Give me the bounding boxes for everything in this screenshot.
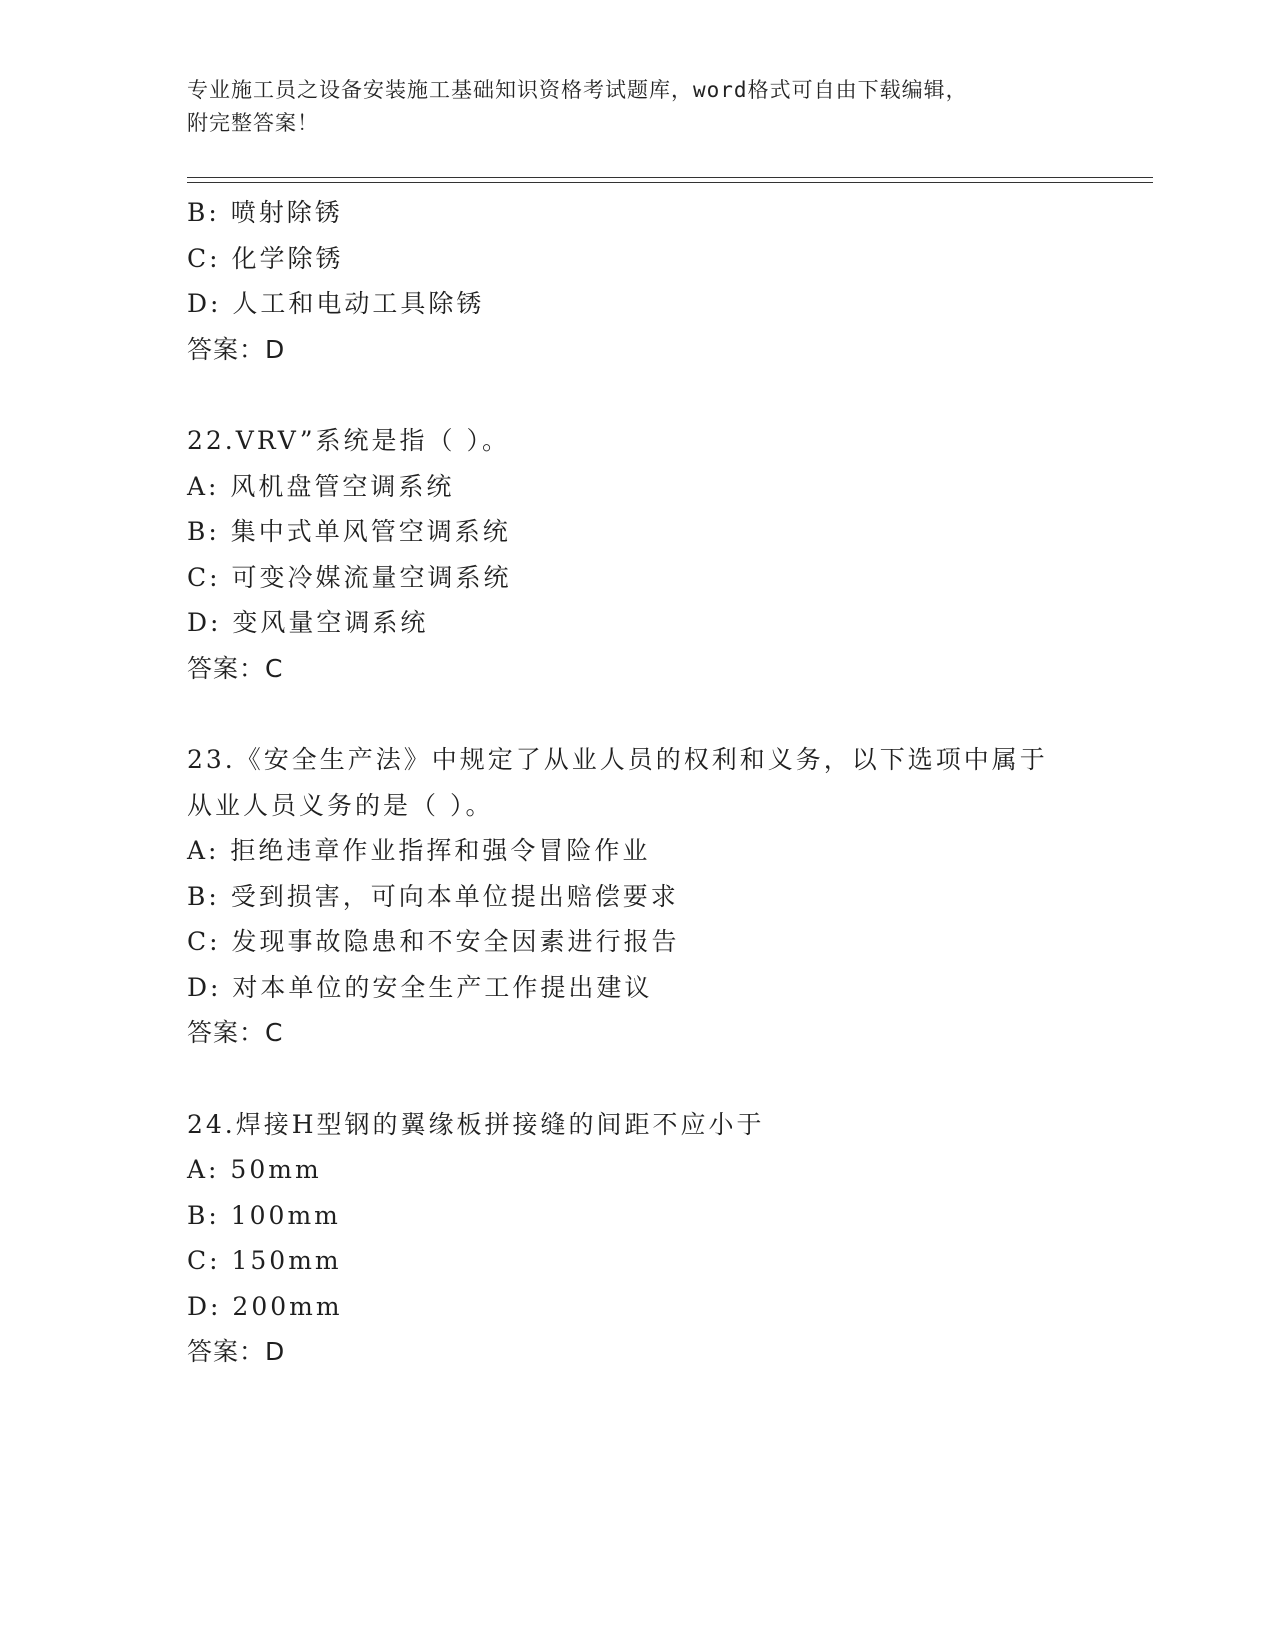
option-d: D: 200mm: [187, 1291, 343, 1321]
option-a: A: 拒绝违章作业指挥和强令冒险作业: [187, 836, 651, 865]
answer-line: 答案：D: [187, 334, 286, 364]
option-d: D: 变风量空调系统: [187, 608, 429, 637]
option-b: B: 喷射除锈: [187, 198, 343, 227]
option-c: C: 150mm: [187, 1246, 342, 1275]
option-c: C: 发现事故隐患和不安全因素进行报告: [187, 927, 680, 956]
question-list: [187, 190, 1153, 1375]
header-divider-bottom: [187, 182, 1153, 183]
question-text: 24.焊接H型钢的翼缘板拼接缝的间距不应小于: [187, 1109, 765, 1139]
question-24-block: [187, 1102, 1153, 1375]
question-text-line-2: 从业人员义务的是（ ）。: [187, 790, 494, 820]
option-a: A: 风机盘管空调系统: [187, 471, 455, 501]
option-a: A: 50mm: [187, 1155, 322, 1184]
document-header: [187, 74, 1087, 140]
option-b: B: 受到损害，可向本单位提出赔偿要求: [187, 881, 679, 911]
question-text-line-1: 23.《安全生产法》中规定了从业人员的权利和义务，以下选项中属于: [187, 745, 1048, 774]
spacer: [187, 372, 1153, 418]
option-d: D: 对本单位的安全生产工作提出建议: [187, 972, 653, 1002]
spacer: [187, 1056, 1153, 1102]
header-line-2: 附完整答案！: [187, 111, 319, 135]
question-text: 22.VRV”系统是指（ ）。: [187, 426, 510, 455]
question-21-block: [187, 190, 1153, 372]
spacer: [187, 691, 1153, 737]
option-b: B: 集中式单风管空调系统: [187, 517, 511, 546]
header-divider-top: [187, 177, 1153, 178]
answer-line: 答案：C: [187, 1018, 284, 1047]
header-line-1: 专业施工员之设备安装施工基础知识资格考试题库，word格式可自由下载编辑，: [187, 78, 968, 102]
option-b: B: 100mm: [187, 1200, 341, 1230]
question-23-block: [187, 737, 1153, 1056]
option-d: D: 人工和电动工具除锈: [187, 289, 485, 318]
answer-line: 答案：C: [187, 653, 284, 683]
question-22-block: [187, 418, 1153, 691]
option-c: C: 化学除锈: [187, 243, 344, 273]
option-c: C: 可变冷媒流量空调系统: [187, 562, 512, 592]
answer-line: 答案：D: [187, 1337, 286, 1366]
